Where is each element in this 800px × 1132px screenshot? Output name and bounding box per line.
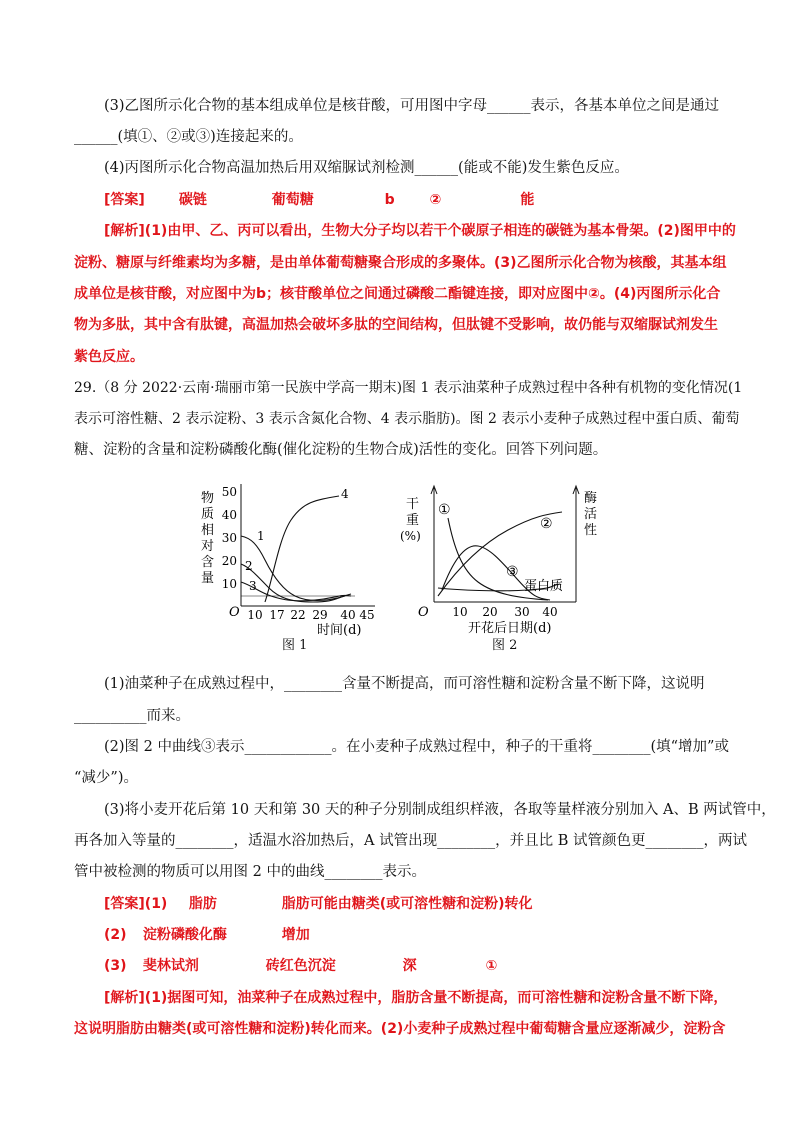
x-tick-label: 10 (247, 608, 263, 622)
curve-label: 2 (245, 559, 253, 573)
q29-sub2-line2: “减少”)。 (74, 770, 138, 786)
curve-3-nitrogen (241, 582, 351, 601)
figure1-ylabel (201, 490, 214, 586)
q28-answer (104, 190, 534, 210)
answer-label: (2) (104, 927, 127, 943)
y-tick-label: 50 (221, 485, 237, 499)
q29-sub3-line1: (3)将小麦开花后第 10 天和第 30 天的种子分别制成组织样液，各取等量样液分别加入 A、B 两试管中， (104, 802, 776, 818)
q29-analysis-line: [解析](1)据图可知，油菜种子在成熟过程中，脂肪含量不断提高，而可溶性糖和淀粉含量不断下降， (104, 990, 728, 1006)
ylabel-char: 质 (201, 507, 215, 522)
ylabel-left-char: 干 (406, 497, 420, 512)
curve-label: 4 (341, 487, 349, 501)
answer-value: 深 (402, 958, 417, 974)
y-tick-label: 10 (221, 577, 237, 591)
q28-part3-line2: ______(填①、②或③)连接起来的。 (74, 129, 303, 145)
q29-sub3-line3: 管中被检测的物质可以用图 2 中的曲线________表示。 (74, 864, 426, 880)
answer-label: [答案](1) (104, 896, 168, 912)
ylabel-char: 量 (201, 571, 215, 586)
x-tick-label: 40 (340, 608, 356, 622)
curve-label: 1 (257, 529, 265, 543)
q29-sub1-line1: (1)油菜种子在成熟过程中，________含量不断提高，而可溶性糖和淀粉含量不断下降，这说明 (104, 676, 705, 692)
protein-label: 蛋白质 (524, 579, 564, 594)
q29-stem-line: 29.（8 分 2022·云南·瑞丽市第一民族中学高一期末)图 1 表示油菜种子成熟过程中各种有机物的变化情况(1 (74, 380, 743, 396)
x-tick-label: 40 (542, 605, 558, 619)
q28-analysis-line: 成单位是核苷酸，对应图中为b；核苷酸单位之间通过磷酸二酯键连接，即对应图中②。(4)丙图所示化合 (74, 286, 721, 302)
y-tick-label: 40 (221, 508, 237, 522)
ylabel-left-unit: (%) (400, 529, 421, 543)
x-tick-label: 29 (312, 608, 328, 622)
origin-label: O (229, 605, 240, 620)
answer-value: 淀粉磷酸化酶 (142, 927, 227, 943)
x-axis-label: 开花后日期(d) (468, 621, 552, 636)
ylabel-right-char: 性 (584, 523, 598, 538)
answer-value: 砖红色沉淀 (265, 958, 336, 974)
q29-sub3-line2: 再各加入等量的________，适温水浴加热后，A 试管出现________，并且比 B 试管颜色更________，两试 (74, 833, 747, 849)
ylabel-char: 相 (201, 523, 215, 538)
q29-stem-line: 表示可溶性糖、2 表示淀粉、3 表示含氮化合物、4 表示脂肪)。图 2 表示小麦种子成熟过程中蛋白质、葡萄 (74, 411, 740, 427)
x-tick-label: 10 (452, 605, 468, 619)
q28-analysis-line: 淀粉、糖原与纤维素均为多糖，是由单体葡萄糖聚合形成的多聚体。(3)乙图所示化合物为核酸，其基本组 (74, 255, 727, 271)
q28-analysis-line: [解析](1)由甲、乙、丙可以看出，生物大分子均以若干个碳原子相连的碳链为基本骨架。(2)图甲中的 (104, 223, 736, 239)
q28-part3-line1: (3)乙图所示化合物的基本组成单位是核苷酸，可用图中字母______表示，各基本单位之间是通过 (104, 98, 720, 114)
figure-1-caption: 图 1 (282, 638, 308, 653)
q29-sub1-line2: __________而来。 (74, 708, 190, 724)
x-axis-label: 时间(d) (317, 623, 362, 638)
answer-label: [答案] (104, 192, 145, 208)
q28-part4: (4)丙图所示化合物高温加热后用双缩脲试剂检测______(能或不能)发生紫色反应。 (104, 160, 629, 176)
x-tick-label: 20 (482, 605, 498, 619)
figure-2-caption: 图 2 (492, 638, 518, 653)
x-tick-label: 22 (290, 608, 306, 622)
q29-answer-3 (104, 956, 497, 976)
q29-answer-2 (104, 925, 310, 945)
answer-2: 葡萄糖 (271, 192, 314, 208)
y-tick-label: 20 (221, 554, 237, 568)
answer-1: 碳链 (178, 192, 207, 208)
q28-analysis-line: 紫色反应。 (74, 349, 144, 365)
ylabel-right-char: 酶 (584, 491, 598, 506)
answer-value: 增加 (281, 927, 310, 943)
ylabel-right-char: 活 (584, 507, 598, 522)
q29-answer-1 (104, 894, 533, 914)
q29-analysis-line: 这说明脂肪由糖类(或可溶性糖和淀粉)转化而来。(2)小麦种子成熟过程中葡萄糖含量应逐渐减少，淀粉含 (74, 1021, 726, 1037)
q29-stem-line: 糖、淀粉的含量和淀粉磷酸化酶(催化淀粉的生物合成)活性的变化。回答下列问题。 (74, 442, 608, 458)
y-tick-label: 30 (221, 531, 237, 545)
answer-4: ② (429, 192, 442, 208)
q29-sub2-line1: (2)图 2 中曲线③表示____________。在小麦种子成熟过程中，种子的干重将________(填“增加”或 (104, 739, 729, 755)
x-tick-label: 45 (359, 608, 375, 622)
ylabel-char: 物 (201, 491, 215, 506)
q28-analysis-line: 物为多肽，其中含有肽键，高温加热会破坏多肽的空间结构，但肽键不受影响，故仍能与双缩脲试剂发生 (74, 317, 718, 333)
answer-label: (3) (104, 958, 127, 974)
answer-value: ① (485, 958, 498, 974)
x-tick-label: 17 (269, 608, 285, 622)
ylabel-char: 含 (201, 555, 215, 570)
answer-value: 脂肪可能由糖类(或可溶性糖和淀粉)转化 (281, 896, 533, 912)
figure-2-chart (398, 478, 603, 638)
ylabel-left-char: 重 (406, 513, 420, 528)
answer-5: 能 (520, 192, 535, 208)
ylabel-char: 对 (201, 539, 215, 554)
curve-4-fat (265, 496, 339, 602)
answer-value: 脂肪 (188, 896, 217, 912)
answer-3: b (384, 192, 395, 208)
curve-label: 3 (249, 579, 257, 593)
x-tick-label: 30 (514, 605, 530, 619)
origin-label: O (418, 605, 429, 620)
figure-1-chart (195, 478, 390, 638)
curve-label: ③ (506, 564, 519, 580)
answer-value: 斐林试剂 (142, 958, 199, 974)
curve-label: ② (540, 516, 553, 532)
curve-label: ① (438, 502, 451, 518)
